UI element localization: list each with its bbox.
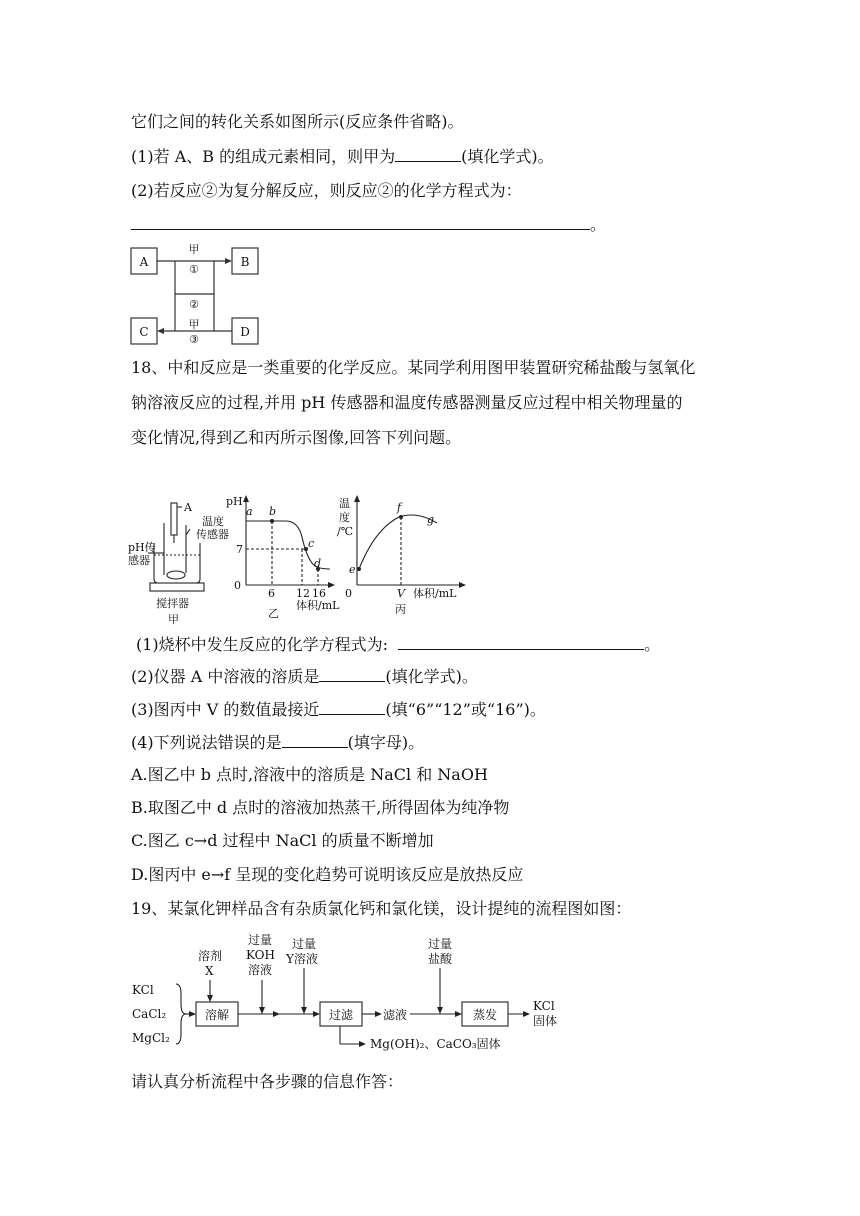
output-kcl-2: 固体 <box>533 1014 558 1028</box>
point-f: f <box>397 501 402 514</box>
step-evaporate: 蒸发 <box>473 1008 498 1022</box>
point-c: c <box>308 537 315 550</box>
x-tick-6: 6 <box>268 587 275 600</box>
q17-part2-answer <box>131 213 606 236</box>
answer-blank[interactable] <box>319 698 385 715</box>
reagent-y-2: Y溶液 <box>286 952 318 966</box>
bottom-arrow-num: ③ <box>189 333 199 346</box>
option-d: D.图丙中 e→f 呈现的变化趋势可说明该反应是放热反应 <box>131 865 524 884</box>
label-a: A <box>184 501 192 514</box>
y-label-3: /℃ <box>337 525 354 538</box>
input-kcl: KCl <box>132 983 154 997</box>
x-axis-label: 体积/mL <box>413 587 457 600</box>
step-filtrate: 滤液 <box>383 1008 408 1022</box>
q19-flowchart <box>128 928 568 1056</box>
answer-blank[interactable] <box>319 665 385 682</box>
q18-sub2 <box>131 665 478 688</box>
answer-blank[interactable] <box>282 731 348 748</box>
label-ph-1: pH传 <box>128 541 156 554</box>
caption-bing: 丙 <box>395 603 406 616</box>
q18-sub4-tail: (填字母)。 <box>347 733 425 752</box>
q17-part1-text: (1)若 A、B 的组成元素相同，则甲为 <box>131 147 396 166</box>
point-g: g <box>427 513 435 526</box>
label-temp-1: 温度 <box>202 515 224 528</box>
mid-num: ② <box>189 298 199 311</box>
node-a: A <box>139 255 149 269</box>
node-b: B <box>240 255 250 269</box>
output-kcl-1: KCl <box>533 999 555 1013</box>
q18-sub1 <box>136 633 660 656</box>
caption-jia: 甲 <box>168 613 179 626</box>
q18-sub4-text: (4)下列说法错误的是 <box>131 733 282 752</box>
input-cacl2: CaCl₂ <box>132 1007 167 1021</box>
y-label-1: 温 <box>339 497 350 510</box>
top-arrow-label: 甲 <box>188 243 200 256</box>
x-tick-v: V <box>397 587 405 600</box>
label-temp-2: 传感器 <box>196 528 229 541</box>
q18-sub3-text: (3)图丙中 V 的数值最接近 <box>131 700 320 719</box>
top-arrow-num: ① <box>189 263 199 276</box>
origin: 0 <box>234 579 241 592</box>
reagent-y-1: 过量 <box>292 937 317 951</box>
point-e: e <box>349 563 356 576</box>
reagent-koh-2: KOH <box>246 948 275 962</box>
answer-blank[interactable] <box>131 213 590 230</box>
point-a: a <box>246 505 253 518</box>
q18-sub3 <box>131 698 546 721</box>
fig-bing-temperature-chart <box>337 493 467 621</box>
q17-part1 <box>131 145 554 168</box>
label-ph-2: 感器 <box>128 554 150 567</box>
x-tick-16: 16 <box>312 587 326 600</box>
q18-sub2-text: (2)仪器 A 中溶液的溶质是 <box>131 667 320 686</box>
x-axis-label: 体积/mL <box>296 599 340 612</box>
answer-blank[interactable] <box>395 145 461 162</box>
x-tick-12: 12 <box>296 587 310 600</box>
bottom-arrow-label: 甲 <box>188 318 200 331</box>
reagent-koh-3: 溶液 <box>248 963 273 977</box>
q18-sub4 <box>131 731 424 754</box>
fig-yi-ph-chart <box>226 493 340 621</box>
q19-line1: 19、某氯化钾样品含有杂质氯化钙和氯化镁，设计提纯的流程图如图： <box>131 899 632 918</box>
q18-sub1-end: 。 <box>644 635 661 654</box>
option-b: B.取图乙中 d 点时的溶液加热蒸干,所得固体为纯净物 <box>131 798 510 817</box>
reagent-hcl-1: 过量 <box>428 937 453 951</box>
point-b: b <box>269 505 277 518</box>
reagent-hcl-2: 盐酸 <box>428 952 453 966</box>
q18-line2: 钠溶液反应的过程,并用 pH 传感器和温度传感器测量反应过程中相关物理量的 <box>131 393 683 412</box>
q18-sub2-tail: (填化学式)。 <box>385 667 478 686</box>
y-axis-label: pH <box>226 495 243 508</box>
q18-line3: 变化情况,得到乙和丙所示图像,回答下列问题。 <box>131 428 462 447</box>
q17-diagram <box>128 240 263 345</box>
q17-part1-tail: (填化学式)。 <box>461 147 554 166</box>
reagent-solvent-1: 溶剂 <box>198 949 223 963</box>
option-a: A.图乙中 b 点时,溶液中的溶质是 NaCl 和 NaOH <box>131 765 488 784</box>
origin: 0 <box>345 587 352 600</box>
y-tick-7: 7 <box>236 543 243 556</box>
answer-blank[interactable] <box>398 633 644 650</box>
byproduct-solid: Mg(OH)₂、CaCO₃固体 <box>370 1037 501 1051</box>
q18-sub1-text: (1)烧杯中发生反应的化学方程式为: <box>136 635 389 654</box>
q17-part2-end: 。 <box>590 215 607 234</box>
caption-yi: 乙 <box>268 607 279 620</box>
q18-line1: 18、中和反应是一类重要的化学反应。某同学利用图甲装置研究稀盐酸与氢氧化 <box>131 358 696 377</box>
q18-sub3-tail: (填“6”“12”或“16”)。 <box>385 700 546 719</box>
step-filter: 过滤 <box>329 1008 354 1022</box>
input-mgcl2: MgCl₂ <box>132 1031 170 1045</box>
fig-jia-apparatus <box>126 495 241 626</box>
reagent-solvent-2: X <box>205 964 214 978</box>
q17-part2: (2)若反应②为复分解反应，则反应②的化学方程式为： <box>131 181 522 200</box>
node-d: D <box>240 325 250 339</box>
step-dissolve: 溶解 <box>205 1008 230 1022</box>
node-c: C <box>139 325 149 339</box>
option-c: C.图乙 c→d 过程中 NaCl 的质量不断增加 <box>131 831 434 850</box>
q17-intro: 它们之间的转化关系如图所示(反应条件省略)。 <box>131 112 464 131</box>
reagent-koh-1: 过量 <box>248 933 273 947</box>
point-d: d <box>314 557 322 570</box>
y-label-2: 度 <box>339 511 350 524</box>
label-stirrer: 搅拌器 <box>156 597 189 610</box>
q19-after: 请认真分析流程中各步骤的信息作答： <box>131 1072 404 1091</box>
